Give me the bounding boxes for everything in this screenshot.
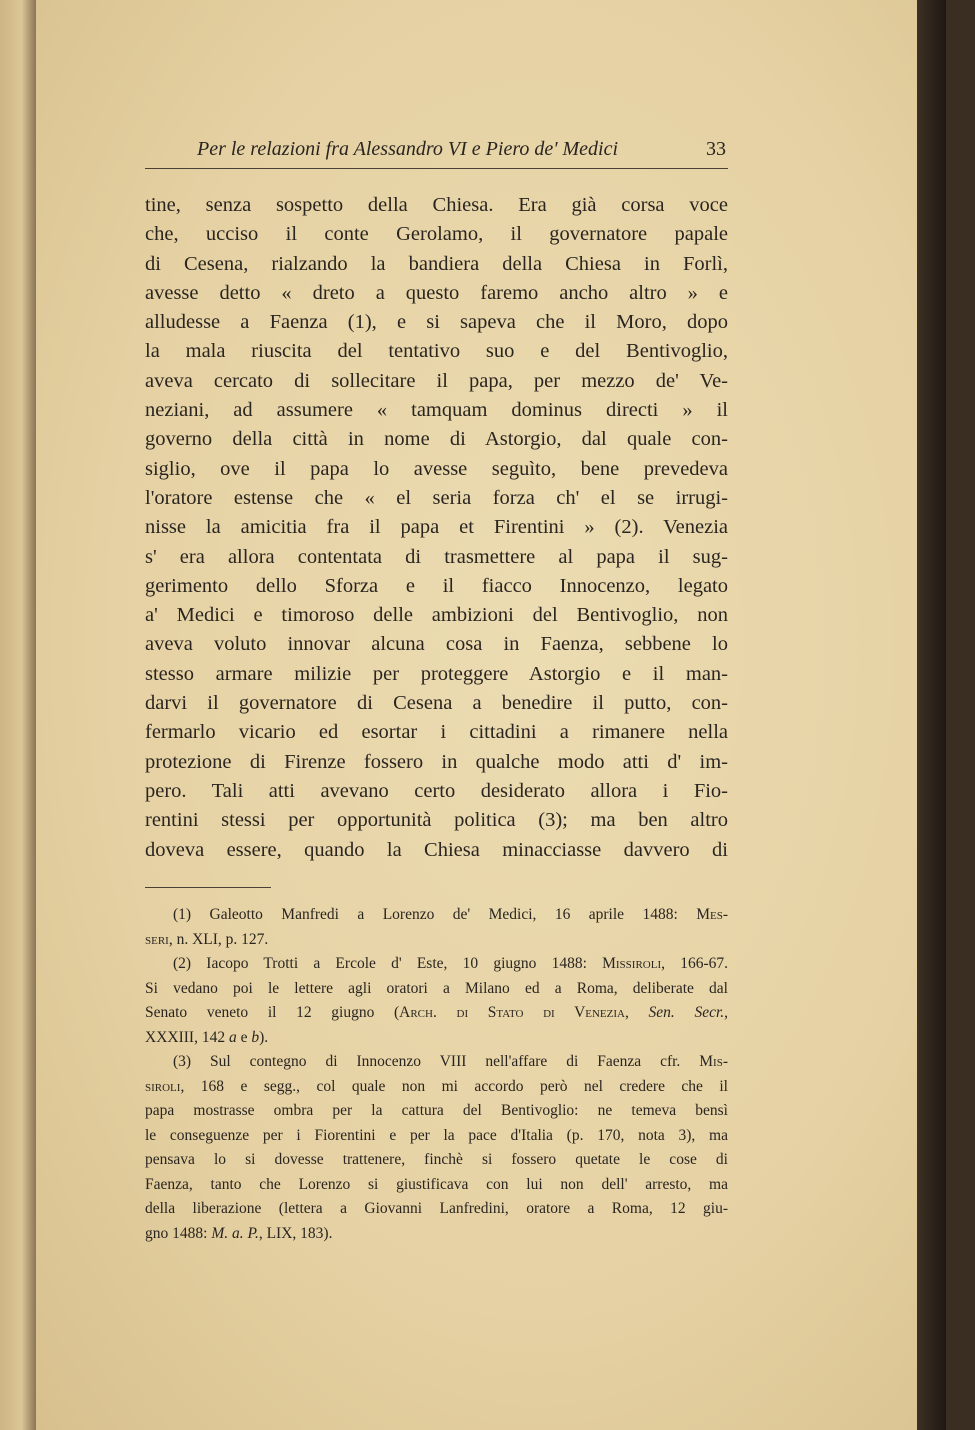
footnote-segment: e bbox=[236, 1028, 252, 1046]
previous-page-edge bbox=[0, 0, 36, 1430]
body-line: avesse detto « dreto a questo faremo ancho altro » e bbox=[145, 281, 728, 304]
footnote-line bbox=[145, 928, 728, 953]
footnote-segment: , 168 e segg., col quale non mi accordo però nel credere che il bbox=[180, 1077, 728, 1095]
body-line: la mala riuscita del tentativo suo e del Bentivoglio, bbox=[145, 340, 728, 363]
footnote-line bbox=[145, 1026, 728, 1051]
footnote-line bbox=[145, 1148, 728, 1173]
footnote-line bbox=[145, 1075, 728, 1100]
body-line: governo della città in nome di Astorgio, dal quale con- bbox=[145, 428, 728, 451]
body-line: stesso armare milizie per proteggere Astorgio e il man- bbox=[145, 662, 728, 685]
footnote-segment: papa mostrasse ombra per la cattura del Bentivoglio: ne temeva bensì bbox=[145, 1102, 728, 1119]
footnote-line bbox=[145, 1050, 728, 1075]
body-line: aveva voluto innovar alcuna cosa in Faenza, sebbene lo bbox=[145, 633, 728, 656]
footnote-line bbox=[145, 1197, 728, 1222]
footnote-segment: XXXIII, 142 bbox=[145, 1028, 229, 1046]
footnote-line bbox=[145, 903, 728, 928]
footnote-line bbox=[145, 977, 728, 1002]
body-line: siglio, ove il papa lo avesse seguìto, bene prevedeva bbox=[145, 457, 728, 480]
footnote-segment: M. a. P. bbox=[211, 1224, 259, 1242]
footnote-line bbox=[145, 1099, 728, 1124]
body-line: doveva essere, quando la Chiesa minacciasse davvero di bbox=[145, 838, 728, 861]
footnote-segment: Si vedano poi le lettere agli oratori a Milano ed a Roma, deliberate dal bbox=[145, 979, 728, 997]
footnote-segment: , 166-67. bbox=[661, 955, 728, 972]
footnote-segment: Arch. di Stato di Venezia bbox=[399, 1004, 625, 1021]
footnote-segment: (1) Galeotto Manfredi a Lorenzo de' Medici, 16 aprile 1488: bbox=[173, 906, 697, 923]
body-line: pero. Tali atti avevano certo desiderato allora i Fio- bbox=[145, 779, 728, 802]
body-line: darvi il governatore di Cesena a benedire il putto, con- bbox=[145, 692, 728, 715]
running-title: Per le relazioni fra Alessandro VI e Piero de' Medici bbox=[197, 138, 619, 160]
page-edge-shadow bbox=[917, 0, 946, 1430]
footnote-segment: Sen. Secr. bbox=[648, 1004, 725, 1021]
body-line: di Cesena, rialzando la bandiera della Chiesa in Forlì, bbox=[145, 252, 728, 275]
footnote-segment: , n. XLI, p. 127. bbox=[168, 930, 269, 948]
footnote-segment: Faenza, tanto che Lorenzo si giustificava con lui non dell' arresto, ma bbox=[145, 1175, 728, 1193]
footnote-segment: gno 1488: bbox=[145, 1224, 212, 1242]
footnotes bbox=[145, 903, 728, 1246]
body-line: tine, senza sospetto della Chiesa. Era già corsa voce bbox=[145, 194, 728, 216]
footnote-segment: ). bbox=[259, 1028, 269, 1046]
footnote-segment: le conseguenze per i Fiorentini e per la pace d'Italia (p. 170, nota 3), ma bbox=[145, 1126, 728, 1144]
body-line: neziani, ad assumere « tamquam dominus directi » il bbox=[145, 399, 728, 422]
body-line: l'oratore estense che « el seria forza ch' el se irrugi- bbox=[145, 486, 728, 509]
body-line: protezione di Firenze fossero in qualche modo atti d' im- bbox=[145, 750, 728, 773]
footnote-segment: pensava lo si dovesse trattenere, finchè si fossero quetate le cose di bbox=[145, 1151, 728, 1168]
body-line: che, ucciso il conte Gerolamo, il governatore papale bbox=[145, 223, 728, 246]
footnote-segment: della liberazione (lettera a Giovanni Lanfredini, oratore a Roma, 12 giu- bbox=[145, 1200, 728, 1217]
footnote-line bbox=[145, 1222, 728, 1247]
footnote-segment: , bbox=[724, 1004, 729, 1021]
footnote-segment: (3) Sul contegno di Innocenzo VIII nell'affare di Faenza cfr. bbox=[173, 1053, 700, 1070]
body-text bbox=[145, 191, 728, 865]
footnote-segment: Mes- bbox=[696, 906, 728, 923]
footnote-segment: Senato veneto il 12 giugno ( bbox=[145, 1004, 400, 1021]
footnote-segment: siroli bbox=[145, 1077, 181, 1095]
page-number: 33 bbox=[706, 138, 726, 160]
footnote-rule bbox=[145, 887, 271, 888]
footnote-segment: , bbox=[624, 1004, 649, 1021]
footnote-line bbox=[145, 1124, 728, 1149]
footnote-segment: (2) Iacopo Trotti a Ercole d' Este, 10 giugno 1488: bbox=[173, 955, 603, 972]
footnote-segment: Mis- bbox=[699, 1053, 728, 1070]
body-line: alludesse a Faenza (1), e si sapeva che il Moro, dopo bbox=[145, 311, 728, 334]
footnote-line bbox=[145, 1173, 728, 1198]
body-line: s' era allora contentata di trasmettere al papa il sug- bbox=[145, 545, 728, 568]
body-line: rentini stessi per opportunità politica (3); ma ben altro bbox=[145, 809, 728, 832]
body-line: fermarlo vicario ed esortar i cittadini a rimanere nella bbox=[145, 721, 728, 744]
footnote-segment: Missiroli bbox=[602, 955, 662, 972]
footnote-segment: b bbox=[251, 1028, 260, 1046]
body-line: nisse la amicitia fra il papa et Firentini » (2). Venezia bbox=[145, 516, 728, 539]
body-line: aveva cercato di sollecitare il papa, per mezzo de' Ve- bbox=[145, 369, 728, 392]
footnote-segment: a bbox=[228, 1028, 237, 1046]
footnote-line bbox=[145, 1001, 728, 1026]
running-header bbox=[145, 138, 728, 166]
header-rule bbox=[145, 168, 728, 169]
footnote-segment: seri bbox=[145, 930, 169, 948]
body-line: a' Medici e timoroso delle ambizioni del Bentivoglio, non bbox=[145, 604, 728, 627]
footnote-line bbox=[145, 952, 728, 977]
body-line: gerimento dello Sforza e il fiacco Innocenzo, legato bbox=[145, 574, 728, 597]
footnote-segment: , LIX, 183). bbox=[258, 1224, 333, 1242]
